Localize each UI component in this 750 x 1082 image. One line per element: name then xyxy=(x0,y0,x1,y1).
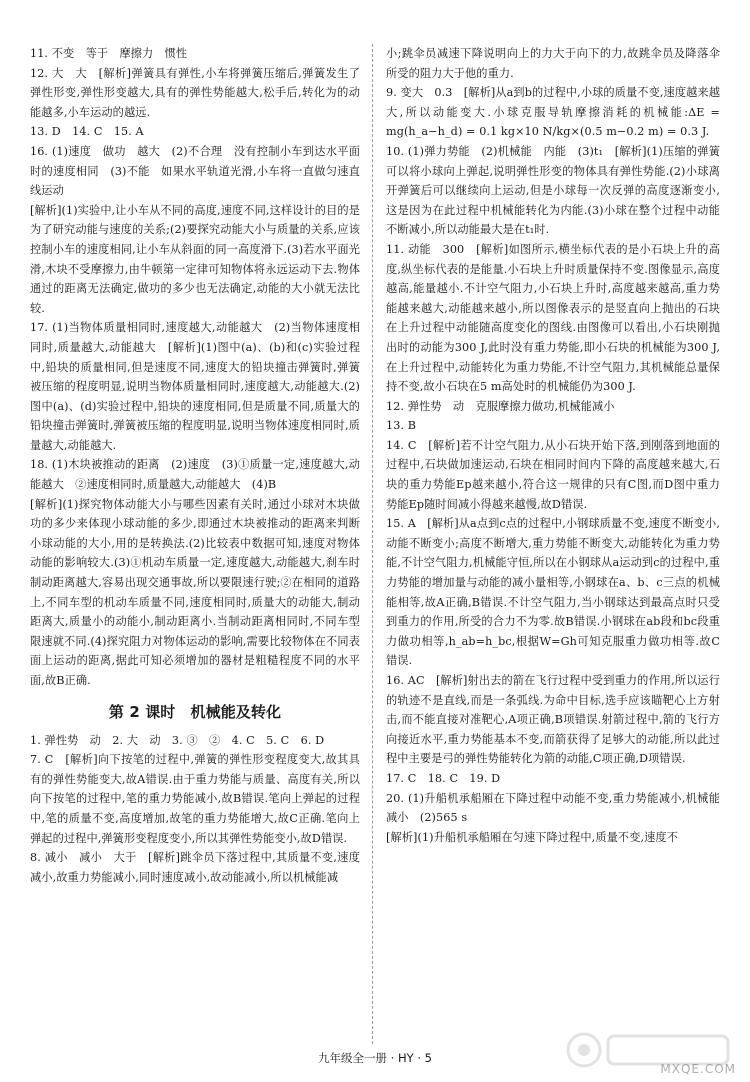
answer-item: 10. (1)弹力势能 (2)机械能 内能 (3)t₁ [解析](1)压缩的弹簧可以将小球向上弹起,说明弹性形变的物体具有弹性势能.(2)小球离开弹簧后可以继续向上运动,但是小球每一次反弹的高度逐渐变小,这是因为在此过程中机械能转化为内能.(3)小球在整个过程中动能不断减小,所以动能最大是在t₁时. xyxy=(386,144,720,237)
answer-item: 13. B xyxy=(386,419,417,433)
answer-item: 17. (1)当物体质量相同时,速度越大,动能越大 (2)当物体速度相同时,质量越大,动能越大 [解析](1)图中(a)、(b)和(c)实验过程中,铅块的质量相同,但是速度不同,速度大的铅块撞击弹簧时,弹簧被压缩的程度明显,说明当物体质量相同时,速度越大,动能越大.(2)图中(a)、(d)实验过程中,铅块的速度相同,但是质量不同,质量大的铅块撞击弹簧时,弹簧被压缩的程度明显,说明当物体速度相同时,质量越大,动能越大. xyxy=(30,321,360,452)
analysis-text: [解析](1)实验中,让小车从不同的高度,速度不同,这样设计的目的是为了研究动能与速度的关系;(2)要探究动能大小与质量的关系,应该控制小车的速度相同,让小车从斜面的同一高度滑下.(3)若水平面光滑,木块不受摩擦力,由牛顿第一定律可知物体将永远运动下去.物体通过的距离无法确定,做功的多少也无法确定,动能的大小就无法比较. xyxy=(30,203,360,315)
right-column xyxy=(386,44,720,847)
answer-item: 20. (1)升船机承船厢在下降过程中动能不变,重力势能减小,机械能减小 (2)565 s xyxy=(386,791,720,825)
answer-item: 7. C [解析]向下按笔的过程中,弹簧的弹性形变程度变大,故其具有的弹性势能变大,故A错误.由于重力势能与质量、高度有关,所以向下按笔的过程中,笔的重力势能减小,故B错误.笔向上弹起的过程中,笔的质量不变,高度增加,故笔的重力势能增大,故C正确.笔向上弹起的过程中,弹簧形变程度变小,所以其弹性势能变小,故D错误. xyxy=(30,753,360,845)
answer-item: 15. A [解析]从a点到c点的过程中,小钢球质量不变,速度不断变小,动能不断变小;高度不断增大,重力势能不断变大,动能转化为重力势能,不计空气阻力,机械能守恒,所以在小钢球从a运动到c的过程中,重力势能的增加量与动能的减小量相等,小钢球在a、b、c三点的机械能相等,故A正确,B错误.不计空气阻力,当小钢球达到最高点时只受到重力的作用,所受的合力不为零.故B错误.小钢球在ab段和bc段重力做功相等,h_ab=h_bc,根据W=Gh可知克服重力做功相等.故C错误. xyxy=(386,517,720,668)
analysis-text: [解析](1)升船机承船厢在匀速下降过程中,质量不变,速度不 xyxy=(386,830,679,844)
answer-item: 12. 大 大 [解析]弹簧具有弹性,小车将弹簧压缩后,弹簧发生了弹性形变,弹性形变越大,具有的弹性势能越大,松手后,转化为的动能越多,小车运动的越远. xyxy=(30,66,360,119)
answer-item: 11. 不变 等于 摩擦力 惯性 xyxy=(30,47,188,60)
answer-item: 16. AC [解析]射出去的箭在飞行过程中受到重力的作用,所以运行的轨迹不是直线,而是一条弧线.为命中目标,选手应该瞄靶心上方射击,而不能直接对准靶心,A项正确,B项错误.射箭过程中,箭的飞行方向接近水平,重力势能基本不变,而箭获得了足够大的动能,所以此过程中主要是弓的弹性势能转化为箭的动能,C项正确,D项错误. xyxy=(386,674,720,766)
answer-item: 8. 减小 减小 大于 [解析]跳伞员下落过程中,其质量不变,速度减小,故重力势能减小,同时速度减小,故动能减小,所以机械能减 xyxy=(30,851,360,884)
page-footer: 九年级全一册 · HY · 5 xyxy=(318,1051,432,1065)
answer-item: 18. (1)木块被推动的距离 (2)速度 (3)①质量一定,速度越大,动能越大 ②速度相同时,质量越大,动能越大 (4)B xyxy=(30,458,360,492)
watermark-text: MXQE.COM xyxy=(660,1062,736,1076)
left-column xyxy=(30,44,360,887)
answer-item: 12. 弹性势 动 克服摩擦力做功,机械能减小 xyxy=(386,399,615,413)
answer-item: 16. (1)速度 做功 越大 (2)不合理 没有控制小车到达水平面时的速度相同 (3)不能 如果水平轨道光滑,小车将一直做匀速直线运动 xyxy=(30,144,360,198)
answer-item: 13. D 14. C 15. A xyxy=(30,125,144,139)
answer-item: 14. C [解析]若不计空气阻力,从小石块开始下落,到刚落到地面的过程中,石块做加速运动,石块在相同时间内下降的高度越来越大,石块的重力势能Ep越来越小,符合这一规律的只有C图,而D图中重力势能Ep随时间减小得越来越慢,故D错误. xyxy=(386,438,720,511)
section-title: 第 2 课时 机械能及转化 xyxy=(108,702,282,721)
answer-item: 小;跳伞员减速下降说明向上的力大于向下的力,故跳伞员及降落伞所受的阻力大于他的重力. xyxy=(386,47,720,80)
answer-item: 9. 变大 0.3 [解析]从a到b的过程中,小球的质量不变,速度越来越大,所以动能变大.小球克服导轨摩擦消耗的机械能:ΔE = mg(h_a−h_d) = 0.1 kg×10 N/kg×(0.5 m−0.2 m) = 0.3 J. xyxy=(386,86,720,139)
column-divider xyxy=(372,44,373,1044)
analysis-text: [解析](1)探究物体动能大小与哪些因素有关时,通过小球对木块做功的多少来体现小球动能的多少,即通过木块被推动的距离来判断小球动能的大小,用的是转换法.(2)比较表中数据可知,速度对物体动能的影响较大.(3)①机动车质量一定,速度越大,动能越大,刹车时制动距离越大,容易出现交通事故,所以要限速行驶;②在相同的道路上,不同车型的机动车质量不同,速度相同时,质量大的动能大,制动距离大,质量小的动能小,制动距离小.当制动距离相同时,不同车型限速就不同.(4)探究阻力对物体运动的影响,需要比较物体在不同表面上运动的距离,据此可知必须增加的器材是粗糙程度不同的水平面,故B正确. xyxy=(30,497,360,687)
answer-item: 1. 弹性势 动 2. 大 动 3. ③ ② 4. C 5. C 6. D xyxy=(30,733,325,747)
answer-item: 11. 动能 300 [解析]如图所示,横坐标代表的是小石块上升的高度,纵坐标代表的是能量.小石块上升时质量保持不变.图像显示,高度越高,能量越小.不计空气阻力,小石块上升时,高度越来越高,重力势能越来越大,动能越来越小,所以图像表示的是竖直向上抛出的石块在上升过程中动能随高度变化的图线.由图像可以看出,小石块刚抛出时的动能为300 J,此时没有重力势能,即小石块的机械能为300 J,在上升过程中,动能转化为重力势能,不计空气阻力,其机械能总量保持不变,故小石块在5 m高处时的机械能仍为300 J. xyxy=(386,242,720,394)
answer-item: 17. C 18. C 19. D xyxy=(386,771,501,785)
